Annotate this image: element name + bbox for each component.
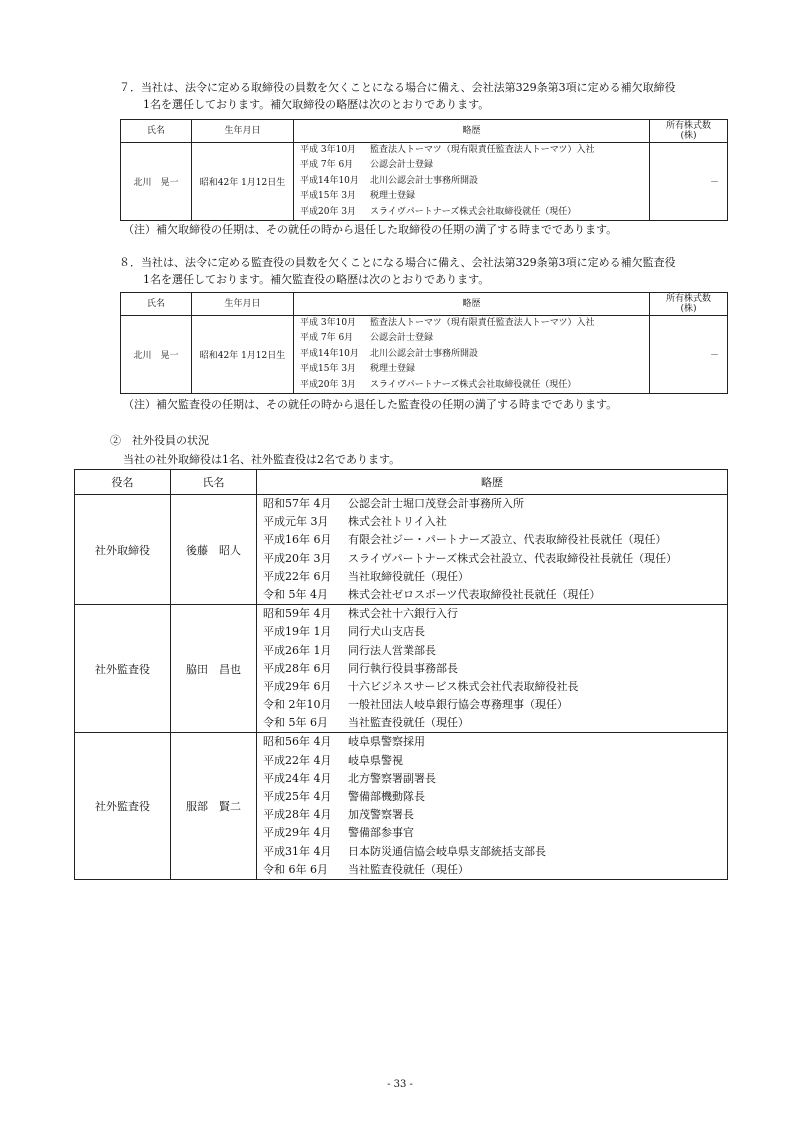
career-line: 平成16年 6月 有限会社ジー・パートナーズ設立、代表取締役社長就任（現任） bbox=[263, 533, 667, 547]
header-name: 氏名 bbox=[171, 470, 257, 495]
header-birth: 生年月日 bbox=[192, 120, 294, 143]
table-row bbox=[75, 495, 728, 605]
section8-paragraph bbox=[119, 254, 676, 288]
outside-officers-heading: ② 社外役員の状況 bbox=[110, 434, 209, 447]
person-shares: － bbox=[650, 316, 728, 394]
career-line: 平成22年 6月 当社取締役就任（現任） bbox=[263, 569, 469, 583]
section8-line1: ８．当社は、法令に定める監査役の員数を欠くことになる場合に備え、会社法第329条第3項に定める補欠監査役 bbox=[119, 256, 676, 269]
career-line: 平成 7年 6月 公認会計士登録 bbox=[300, 333, 434, 344]
outside-officers-intro: 当社の社外取締役は1名、社外監査役は2名であります。 bbox=[123, 453, 401, 466]
career-line: 令和 6年 6月 当社監査役就任（現任） bbox=[263, 862, 469, 876]
career-line: 平成25年 4月 警備部機動隊長 bbox=[263, 790, 425, 803]
career-line: 平成22年 4月 岐阜県警視 bbox=[263, 753, 403, 767]
header-birth: 生年月日 bbox=[192, 293, 294, 316]
header-role: 役名 bbox=[75, 470, 171, 495]
officer-name: 服部 賢二 bbox=[171, 733, 257, 880]
career-line: 令和 2年10月 一般社団法人岐阜銀行協会専務理事（現任） bbox=[263, 698, 568, 712]
header-name: 氏名 bbox=[121, 293, 192, 316]
header-shares: 所有株式数 (株) bbox=[650, 293, 728, 316]
career-line: 平成19年 1月 同行犬山支店長 bbox=[263, 625, 425, 639]
career-line: 平成24年 4月 北方警察署副署長 bbox=[263, 771, 436, 785]
section7-paragraph bbox=[119, 79, 676, 113]
career-line: 平成 3年10月 監査法人トーマツ（現有限責任監査法人トーマツ）入社 bbox=[300, 318, 595, 328]
career-line: 昭和57年 4月 公認会計士堀口茂登会計事務所入所 bbox=[263, 497, 524, 510]
career-cell bbox=[294, 316, 650, 394]
officer-role: 社外監査役 bbox=[75, 733, 171, 880]
career-line: 平成15年 3月 税理士登録 bbox=[300, 191, 416, 202]
officer-role: 社外監査役 bbox=[75, 605, 171, 733]
section8-note: （注）補欠監査役の任期は、その就任の時から退任した監査役の任期の満了する時までであります。 bbox=[123, 398, 618, 411]
substitute-director-table bbox=[120, 119, 728, 221]
career-line: 平成28年 6月 同行執行役員事務部長 bbox=[263, 661, 458, 675]
career-line: 平成20年 3月 スライヴパートナーズ株式会社取締役就任（現任） bbox=[300, 206, 577, 217]
officer-role: 社外取締役 bbox=[75, 495, 171, 605]
table-row bbox=[121, 316, 728, 394]
career-cell bbox=[257, 733, 728, 880]
header-shares: 所有株式数 (株) bbox=[650, 120, 728, 143]
career-line: 平成14年10月 北川公認会計士事務所開設 bbox=[300, 348, 479, 359]
career-line: 昭和59年 4月 株式会社十六銀行入行 bbox=[263, 607, 458, 621]
table-header-row bbox=[75, 470, 728, 495]
officer-name: 後藤 昭人 bbox=[171, 495, 257, 605]
career-line: 令和 5年 6月 当社監査役就任（現任） bbox=[263, 716, 469, 730]
career-line: 令和 5年 4月 株式会社ゼロスポーツ代表取締役社長就任（現任） bbox=[263, 587, 601, 601]
person-birth: 昭和42年 1月12日生 bbox=[192, 143, 294, 221]
header-career: 略歴 bbox=[257, 470, 728, 495]
substitute-auditor-table bbox=[120, 292, 728, 394]
table-row bbox=[75, 733, 728, 880]
table-row bbox=[121, 143, 728, 221]
career-cell bbox=[257, 605, 728, 733]
career-cell bbox=[257, 495, 728, 605]
career-line: 平成26年 1月 同行法人営業部長 bbox=[263, 643, 436, 657]
career-line: 平成28年 4月 加茂警察署長 bbox=[263, 808, 414, 822]
header-name: 氏名 bbox=[121, 120, 192, 143]
table-header-row bbox=[121, 293, 728, 316]
person-name: 北川 晃一 bbox=[121, 316, 192, 394]
career-line: 平成 7年 6月 公認会計士登録 bbox=[300, 160, 434, 171]
page-number: - 33 - bbox=[387, 1079, 413, 1090]
career-line: 平成 3年10月 監査法人トーマツ（現有限責任監査法人トーマツ）入社 bbox=[300, 145, 595, 155]
table-row bbox=[75, 605, 728, 733]
header-career: 略歴 bbox=[294, 293, 650, 316]
person-birth: 昭和42年 1月12日生 bbox=[192, 316, 294, 394]
outside-officers-table bbox=[74, 469, 728, 880]
career-cell bbox=[294, 143, 650, 221]
person-shares: － bbox=[650, 143, 728, 221]
career-line: 昭和56年 4月 岐阜県警察採用 bbox=[263, 735, 425, 749]
career-line: 平成15年 3月 税理士登録 bbox=[300, 364, 416, 375]
career-line: 平成元年 3月 株式会社トリイ入社 bbox=[263, 515, 447, 529]
section7-note: （注）補欠取締役の任期は、その就任の時から退任した取締役の任期の満了する時までであります。 bbox=[123, 223, 618, 236]
section7-line2: 1名を選任しております。補欠取締役の略歴は次のとおりであります。 bbox=[143, 98, 490, 111]
career-line: 平成14年10月 北川公認会計士事務所開設 bbox=[300, 175, 479, 186]
header-career: 略歴 bbox=[294, 120, 650, 143]
table-header-row bbox=[121, 120, 728, 143]
career-line: 平成29年 4月 警備部参事官 bbox=[263, 826, 414, 840]
career-line: 平成29年 6月 十六ビジネスサービス株式会社代表取締役社長 bbox=[263, 679, 579, 693]
officer-name: 脇田 昌也 bbox=[171, 605, 257, 733]
section8-line2: 1名を選任しております。補欠監査役の略歴は次のとおりであります。 bbox=[143, 273, 490, 286]
section7-line1: ７．当社は、法令に定める取締役の員数を欠くことになる場合に備え、会社法第329条第3項に定める補欠取締役 bbox=[119, 81, 676, 94]
career-line: 平成20年 3月 スライヴパートナーズ株式会社取締役就任（現任） bbox=[300, 379, 577, 390]
career-line: 平成31年 4月 日本防災通信協会岐阜県支部統括支部長 bbox=[263, 844, 546, 858]
person-name: 北川 晃一 bbox=[121, 143, 192, 221]
career-line: 平成20年 3月 スライヴパートナーズ株式会社設立、代表取締役社長就任（現任） bbox=[263, 551, 678, 565]
